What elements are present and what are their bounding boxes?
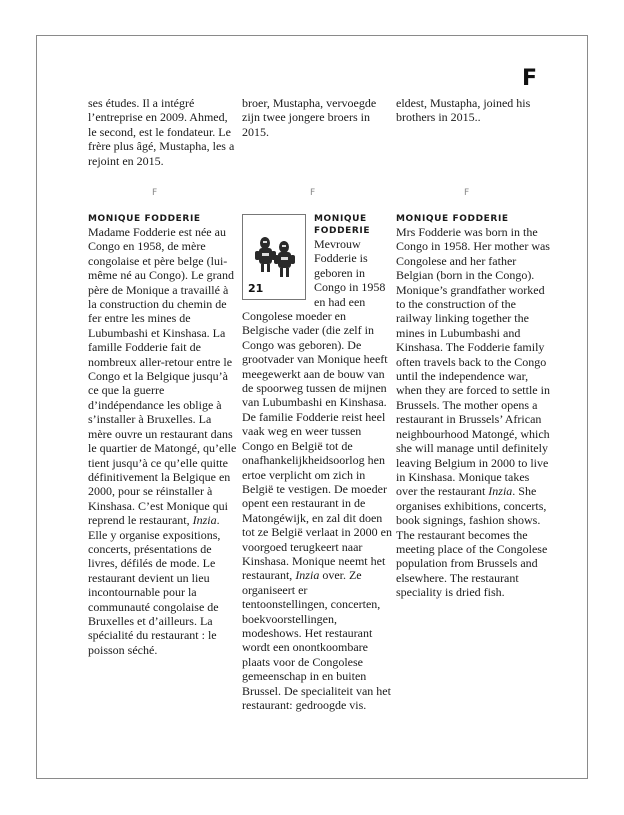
restaurant-name-fr: Inzia <box>192 513 217 528</box>
article-text-fr-part1: Madame Fodderie est née au Congo en 1958, de mère congolaise et père belge (lui-même né au Congo). Le grand père de Monique a travaillé à la construction du chemin de fer entre les mines de Lubumbashi et Kinshasa. La famille Fodderie fait de nombreux aller-retour entre le Congo et la Belgique jusqu’à ce que la guerre d’indépendance les oblige à s’installer à Bruxelles. La mère ouvre un restaurant dans le quartier de Matongé, qu’elle tient jusqu’à ce qu’elle quitte définitivement la Belgique en 2000, pour se réinstaller à Kinshasa. C’est Monique qui reprend le restaurant, <box>88 225 237 528</box>
continuation-text-en: eldest, Mustapha, joined his brothers in 2015.. <box>396 96 531 125</box>
article-heading-en: MONIQUE FODDERIE <box>396 214 509 224</box>
section-letter: F <box>522 66 538 91</box>
image-number: 21 <box>248 281 264 295</box>
article-text-nl-part1: Congolese moeder en Belgische vader (die zelf in Congo was geboren). De grootvader van Monique heeft meegewerkt aan de bouw van de spoorweg tussen de mijnen van Lubumbashi en Kinshasa. De familie Fodderie reist heel vaak weg en weer tussen Congo en België tot de onafhankelijkheidsoorlog hen ertoe verplicht om zich in België te vestigen. De moeder opent een restaurant in de Matongéwijk, en zal dit doen tot ze België verlaat in 2000 en voorgoed terugkeert naar Kinshasa. Monique neemt het restaurant, <box>242 309 392 583</box>
article-body-fr <box>88 225 238 657</box>
continuation-text-fr: ses études. Il a intégré l’entreprise en 2009. Ahmed, le second, est le fondateur. Le frère plus âgé, Mustapha, les a rejoint en 2015. <box>88 96 235 168</box>
section-marker-fr: F <box>152 188 158 198</box>
section-marker-nl: F <box>310 188 316 198</box>
article-body-en <box>396 225 552 600</box>
article-text-fr-part2: . Elle y organise expositions, concerts, présentations de livres, défilés de mode. Le restaurant devient un lieu incontournable pour la communauté congolaise de Bruxelles et d’ailleurs. La spécialité du restaurant : le poisson séché. <box>88 513 221 657</box>
article-text-en-part2: . She organises exhibitions, concerts, book signings, fashion shows. The restaurant becomes the meeting place of the Congolese population from Brussels and elsewhere. The restaurant speciality is dried fish. <box>396 484 548 600</box>
figurine-image <box>242 214 306 300</box>
article-heading-nl: MONIQUE FODDERIE <box>314 214 371 236</box>
article-text-en-part1: Mrs Fodderie was born in the Congo in 1958. Her mother was Congolese and her father Belgian (born in the Congo). Monique’s grandfather worked to the construction of the railway linking together the mines in Lubumbashi and Kinshasa. The Fodderie family often travels back to the Congo until the independence war, when they are forced to settle in Brussels. The mother opens a restaurant in Brussels’ African neighbourhood Matongé, which she will manage until definitely leaving Belgium in 2000 to live in Kinshasa. Monique takes over the restaurant <box>396 225 550 499</box>
carved-figures-icon <box>251 233 299 283</box>
article-text-nl-part2: over. Ze organiseert er tentoonstellingen, concerten, boekvoorstellingen, modeshows. Het restaurant wordt een onontkoombare plaats voor de Congolese gemeenschap in en buiten Brussel. De specialiteit van het restaurant: gedroogde vis. <box>242 568 391 712</box>
article-nl <box>242 213 394 712</box>
section-marker-en: F <box>464 188 470 198</box>
continuation-text-nl: broer, Mustapha, vervoegde zijn twee jongere broers in 2015. <box>242 96 377 139</box>
article-text-nl-side: Mevrouw Fodderie is geboren in Congo in 1958 en had een <box>314 237 386 309</box>
article-fr <box>88 213 238 657</box>
restaurant-name-en: Inzia <box>488 484 513 499</box>
article-body-nl <box>242 237 394 712</box>
article-en <box>396 213 552 600</box>
article-heading-fr: MONIQUE FODDERIE <box>88 214 201 224</box>
restaurant-name-nl: Inzia <box>295 568 320 583</box>
